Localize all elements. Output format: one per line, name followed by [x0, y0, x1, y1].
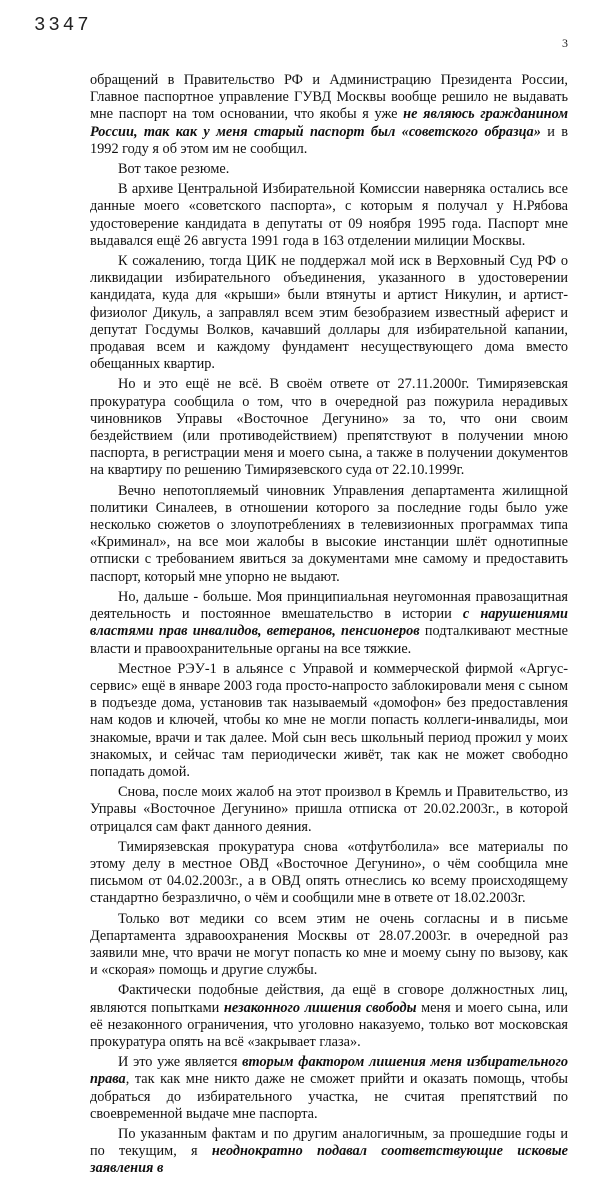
- paragraph: [90, 1054, 568, 1123]
- paragraph: [90, 784, 568, 836]
- paragraph-text: В архиве Центральной Избирательной Комиссии наверняка остались все данные моего «советского паспорта», с которым я получал у Н.Рябова удостоверение кандидата в депутаты от 09 ноября 1995 года. Паспорт мне выдавался ещё 26 августа 1991 года в 163 отделении милиции Москвы.: [90, 181, 568, 249]
- paragraph: [90, 72, 568, 158]
- paragraph-text: Только вот медики со всем этим не очень согласны и в письме Департамента здравоохранения Москвы от 28.07.2003г. в очередной раз заявили мне, что врачи не могут попасть ко мне и моему сыну по вызову, как и «скорая» помощь и другие службы.: [90, 910, 568, 979]
- paragraph-text: Но и это ещё не всё. В своём ответе от 27.11.2000г. Тимирязевская прокуратура сообщила о том, что в очередной раз пожурила нерадивых чиновников Управы «Восточное Дегунино» за то, что они своим бездействием (или противодействием) препятствуют в получении мною паспорта, в регистрации меня и моего сына, а также в получении документов на квартиру по решению Тимирязевского суда от 22.10.1999г.: [90, 376, 568, 479]
- paragraph-text: Фактически подобные действия, да ещё в сговоре должностных лиц, являются попытками: [90, 982, 568, 1016]
- emphasized-text: неоднократно подавал соответствующие исковые заявления в: [90, 1143, 568, 1177]
- paragraph-text: Вот такое резюме.: [118, 161, 230, 178]
- paragraph-text: Вечно непотопляемый чиновник Управления департамента жилищной политики Синалеев, в отношении которого за последние годы было уже несколько сюжетов о злоупотреблениях в телевизионных программах типа «Криминал», на все мои жалобы в высокие инстанции шлёт однотипные отписки с требованием явиться за документами мне самому и предоставить паспорт, который мне упорно не выдают.: [90, 482, 568, 585]
- paragraph-text: Местное РЭУ-1 в альянсе с Управой и коммерческой фирмой «Аргус-сервис» ещё в январе 2003 года просто-напросто заблокировали меня с сыном в подъезде дома, установив так называемый «домофон» без предоставления нам кодов и ключей, чтобы ко мне не могли попасть коллеги-инвалиды, мои знакомые, врачи и так далее. Мой сын весь школьный период прожил у моих знакомых, и сейчас там периодически живёт, так как не может свободно попадать домой.: [90, 660, 568, 780]
- document-body: [90, 72, 568, 1181]
- paragraph-text: подталкивают местные власти и правоохранительные органы на все тяжкие.: [90, 623, 569, 657]
- paragraph-text: Снова, после моих жалоб на этот произвол в Кремль и Правительство, из Управы «Восточное Дегунино» пришла отписка от 20.02.2003г., в которой отрицался сам факт данного деяния.: [90, 784, 568, 835]
- paragraph-text: Но, дальше - больше. Моя принципиальная неугомонная правозащитная деятельность и постоянное вмешательство в истории: [90, 588, 568, 623]
- paragraph: [90, 839, 568, 908]
- paragraph: [90, 589, 568, 658]
- paragraph-text: меня и моего сына, или её незаконного ограничения, что уголовно наказуемо, только вот московская прокуратура опять на всё «закрывает глаза».: [90, 999, 568, 1050]
- emphasized-text: с нарушениями властями прав инвалидов, ветеранов, пенсионеров: [90, 606, 568, 640]
- paragraph: [90, 181, 568, 250]
- emphasized-text: незаконного лишения свободы: [223, 999, 417, 1016]
- emphasized-text: вторым фактором лишения меня избирательного права: [90, 1054, 568, 1088]
- paragraph: [90, 982, 568, 1051]
- paragraph-text: По указанным фактам и по другим аналогичным, за прошедшие годы и по текущим, я: [90, 1125, 568, 1160]
- paragraph-text: , так как мне никто даже не сможет прийти и оказать помощь, чтобы добраться до избирательного участка, не считая препятствий по своевременной выдаче мне паспорта.: [90, 1071, 568, 1122]
- paragraph: [90, 1126, 568, 1178]
- paragraph-text: Тимирязевская прокуратура снова «отфутболила» все материалы по этому делу в местное ОВД «Восточное Дегунино», о чём сообщила мне письмом от 04.02.2003г., а в ОВД опять отнеслись ко всему происходящему стандартно безразлично, о чём и сообщили мне в ответе от 18.02.2003г.: [90, 838, 568, 907]
- paragraph-text: И это уже является: [118, 1054, 243, 1071]
- paragraph-text: К сожалению, тогда ЦИК не поддержал мой иск в Верховный Суд РФ о ликвидации избирательного объединения, указанного в удостоверении кандидата, куда для «крыши» были втянуты и артист Никулин, и артист-физиолог Дикуль, а заправлял всем этим безобразием известный аферист и депутат Госдумы Волков, качавший доллары для избирательной капании, продавая всем и каждому фундамент несуществующего дома вместо обещанных квартир.: [90, 253, 568, 373]
- paragraph-text: и в 1992 году я об этом им не сообщил.: [90, 123, 568, 157]
- paragraph: [90, 161, 568, 178]
- paragraph: [90, 483, 568, 586]
- paragraph-text: обращений в Правительство РФ и Администрацию Президента России, Главное паспортное управление ГУВД Москвы вообще решило не выдавать мне паспорт на том основании, что якобы я уже: [90, 72, 568, 123]
- paragraph: [90, 253, 568, 373]
- emphasized-text: не являюсь гражданином России, так как у меня старый паспорт был «советского образца»: [90, 106, 569, 140]
- document-stamp-number: 3347: [34, 14, 92, 36]
- page-number: 3: [562, 36, 568, 50]
- paragraph: [90, 376, 568, 479]
- paragraph: [90, 661, 568, 781]
- paragraph: [90, 911, 568, 980]
